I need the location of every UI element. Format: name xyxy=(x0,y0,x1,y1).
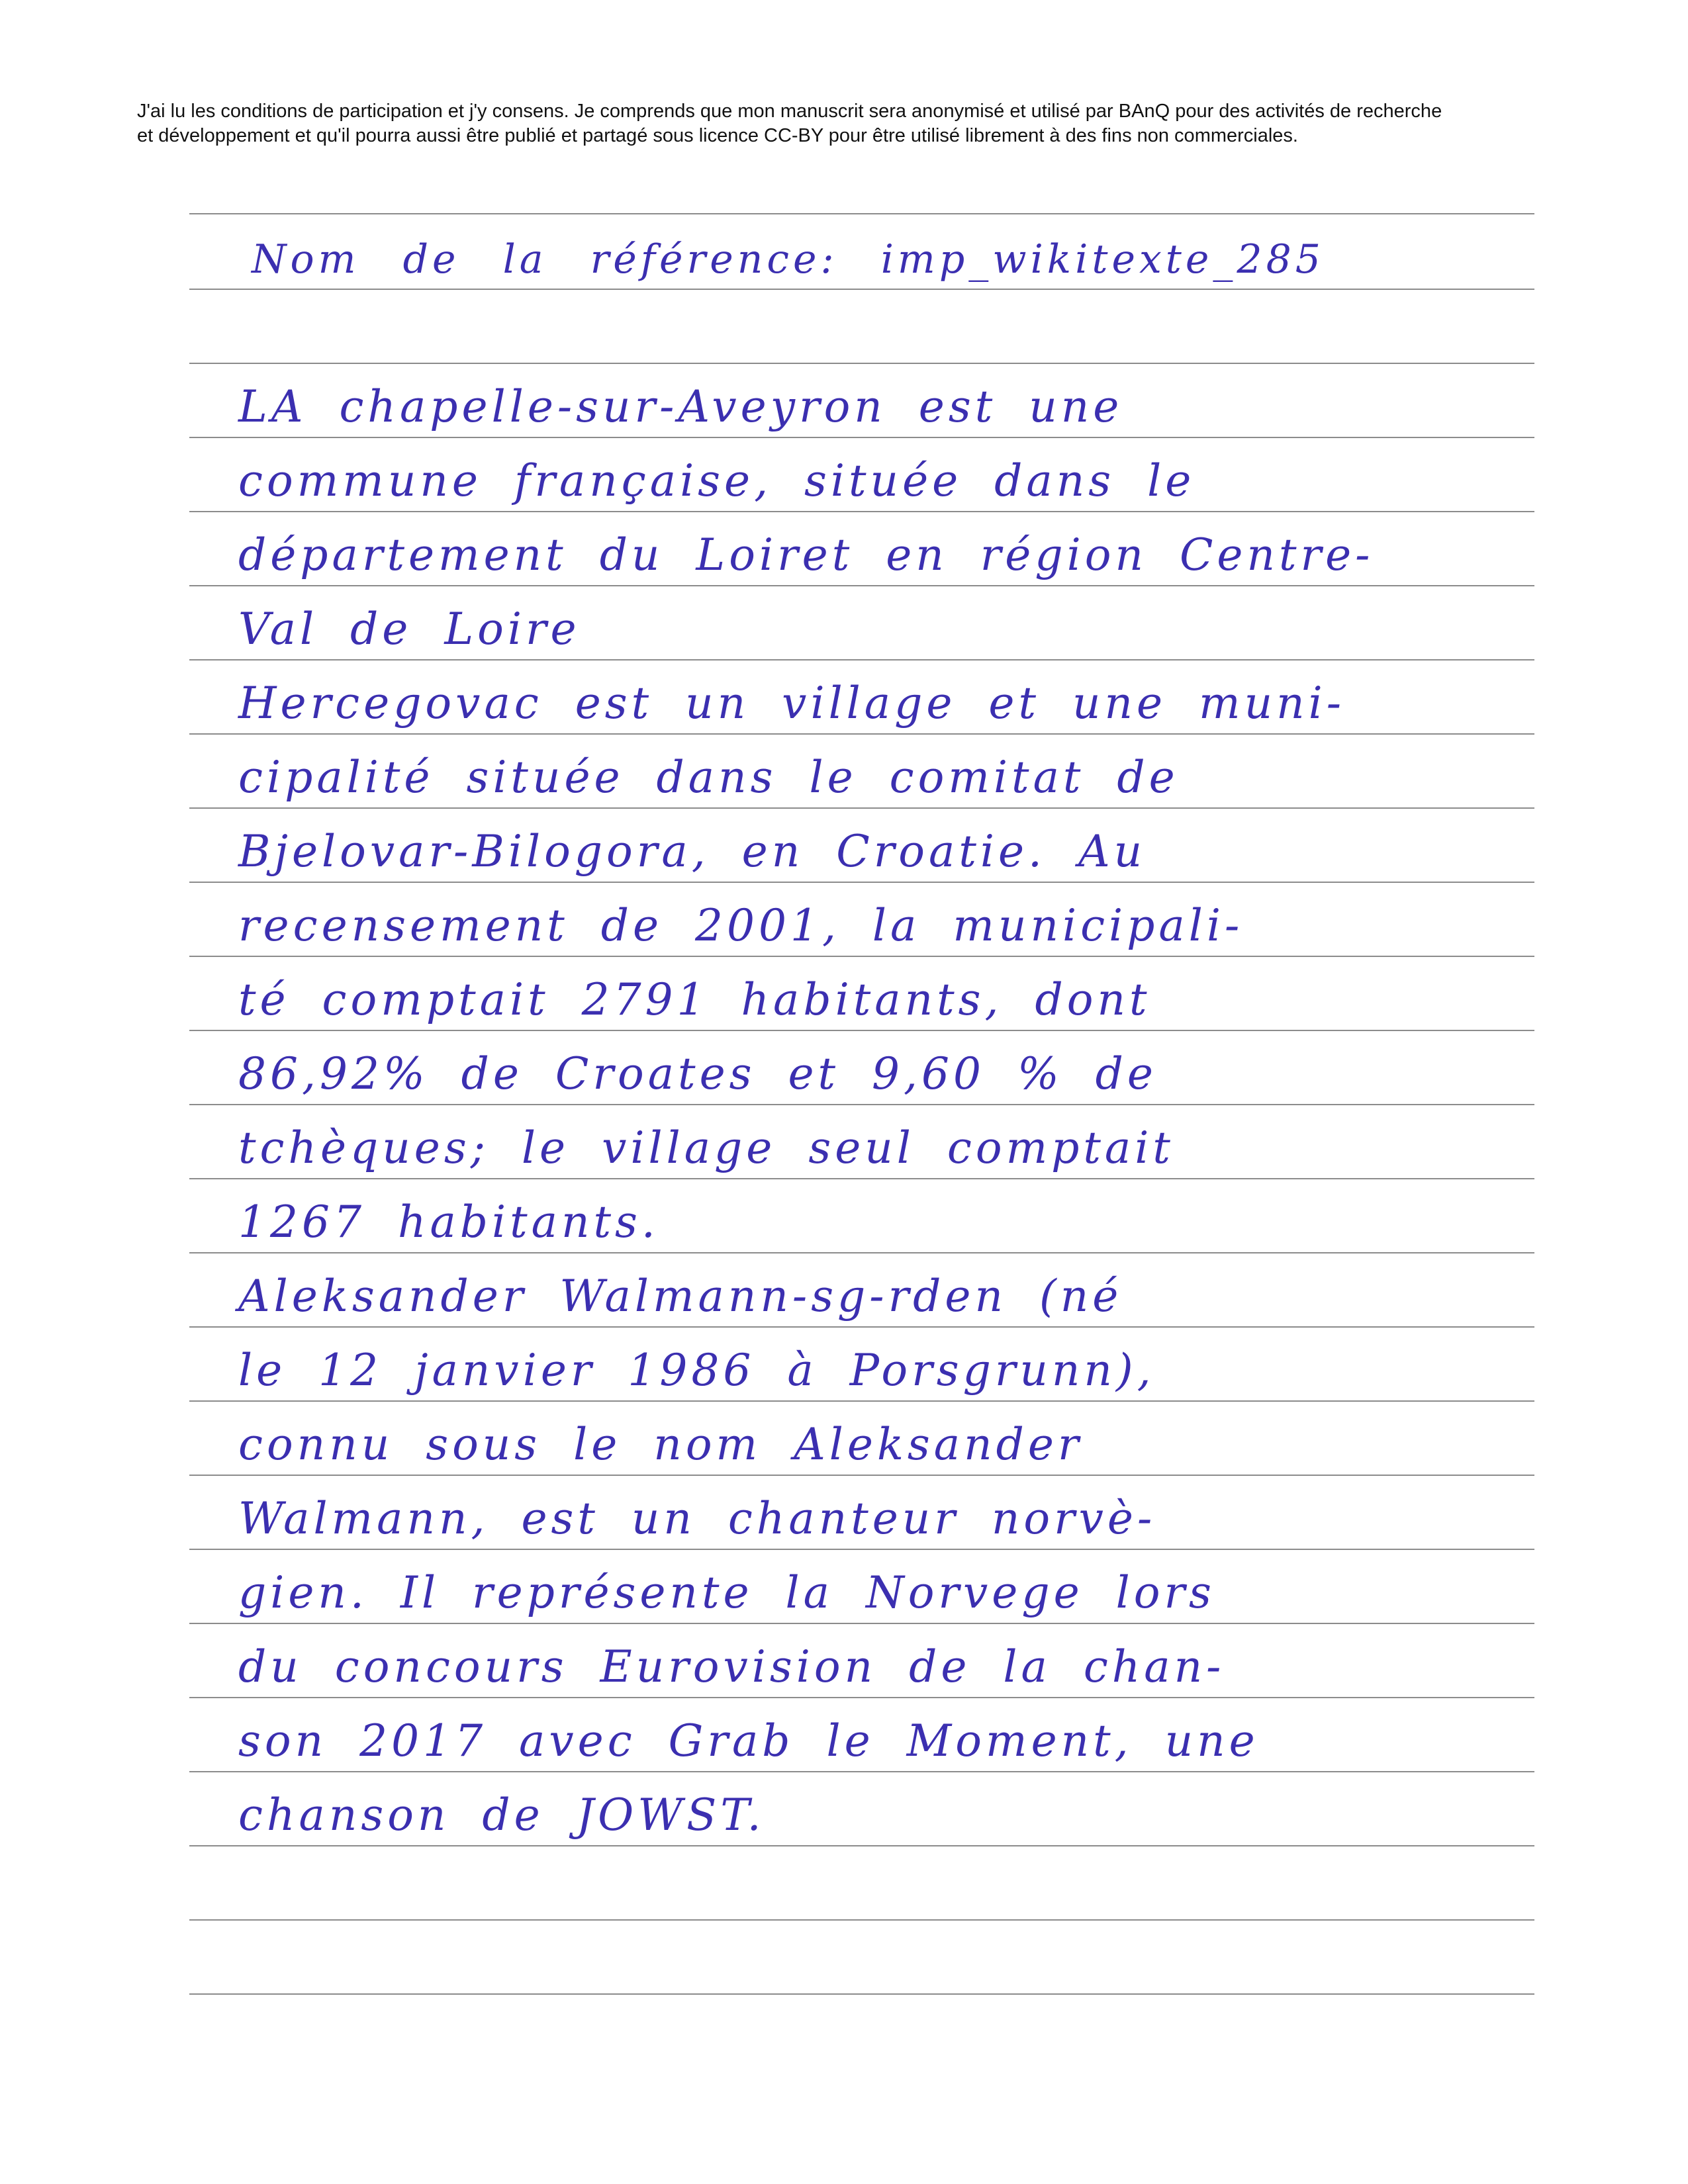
ruled-line xyxy=(189,1178,1534,1179)
ruled-line xyxy=(189,437,1534,438)
handwritten-line: recensement de 2001, la municipali- xyxy=(238,900,1244,951)
handwritten-line: Hercegovac est un village et une muni- xyxy=(238,678,1346,729)
handwritten-line: Aleksander Walmann-sg-rden (né xyxy=(238,1271,1123,1322)
handwritten-line: département du Loiret en région Centre- xyxy=(238,529,1374,580)
ruled-line xyxy=(189,585,1534,586)
ruled-line xyxy=(189,1993,1534,1995)
handwritten-line: Walmann, est un chanteur norvè- xyxy=(238,1493,1156,1544)
handwritten-line: commune française, située dans le xyxy=(238,455,1196,506)
ruled-line xyxy=(189,807,1534,809)
ruled-line xyxy=(189,213,1534,214)
handwritten-line: Val de Loire xyxy=(238,604,581,655)
ruled-line xyxy=(189,1475,1534,1476)
handwritten-line: chanson de JOWST. xyxy=(238,1790,765,1841)
ruled-line xyxy=(189,1549,1534,1550)
ruled-line xyxy=(189,1326,1534,1328)
ruled-line xyxy=(189,659,1534,660)
ruled-line xyxy=(189,882,1534,883)
ruled-line xyxy=(189,1400,1534,1402)
ruled-line xyxy=(189,363,1534,364)
handwritten-line: le 12 janvier 1986 à Porsgrunn), xyxy=(238,1345,1155,1396)
consent-line-1: J'ai lu les conditions de participation et j'y consens. Je comprends que mon manuscrit sera anonymisé et utilisé par BAnQ pour des activités de recherche xyxy=(137,101,1442,122)
ruled-line xyxy=(189,1030,1534,1031)
ruled-line xyxy=(189,1104,1534,1105)
reference-name-line: Nom de la référence: imp_wikitexte_285 xyxy=(252,236,1325,283)
handwritten-line: cipalité située dans le comitat de xyxy=(238,752,1179,803)
handwritten-line: tchèques; le village seul comptait xyxy=(238,1122,1174,1173)
handwritten-line: LA chapelle-sur-Aveyron est une xyxy=(238,381,1123,432)
handwritten-line: 86,92% de Croates et 9,60 % de xyxy=(238,1048,1157,1099)
ruled-line xyxy=(189,1771,1534,1772)
handwritten-line: du concours Eurovision de la chan- xyxy=(238,1641,1225,1692)
handwritten-line: gien. Il représente la Norvege lors xyxy=(238,1567,1215,1618)
ruled-line xyxy=(189,1697,1534,1698)
ruled-line xyxy=(189,1919,1534,1921)
ruled-line xyxy=(189,289,1534,290)
ruled-line xyxy=(189,1845,1534,1846)
ruled-line xyxy=(189,733,1534,735)
handwritten-line: connu sous le nom Aleksander xyxy=(238,1419,1083,1470)
ruled-line xyxy=(189,511,1534,512)
handwritten-line: son 2017 avec Grab le Moment, une xyxy=(238,1715,1259,1766)
ruled-line xyxy=(189,1252,1534,1253)
ruled-line xyxy=(189,1623,1534,1624)
handwritten-line: Bjelovar-Bilogora, en Croatie. Au xyxy=(238,826,1147,877)
handwritten-line: té comptait 2791 habitants, dont xyxy=(238,974,1151,1025)
consent-line-2: et développement et qu'il pourra aussi être publié et partagé sous licence CC-BY pour être utilisé librement à des fins non commerciales. xyxy=(137,125,1298,146)
handwritten-line: 1267 habitants. xyxy=(238,1197,659,1248)
ruled-line xyxy=(189,956,1534,957)
